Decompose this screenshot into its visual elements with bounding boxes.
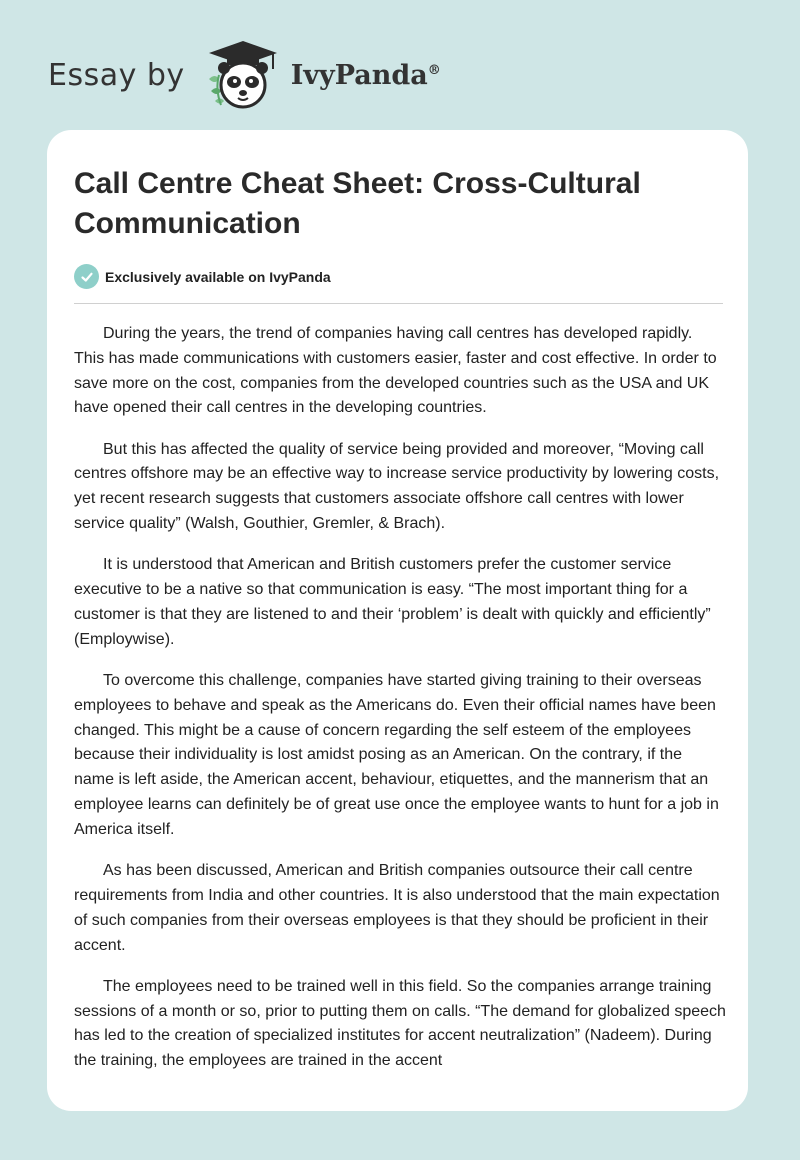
ivypanda-logo-icon bbox=[203, 35, 283, 115]
essay-body bbox=[74, 322, 726, 1091]
brand-name bbox=[291, 60, 441, 91]
paragraph: As has been discussed, American and British companies outsource their call centre requirements from India and other countries. It is also understood that the main expectation of such companies from their overseas employees is that they should be proficient in their accent. bbox=[74, 862, 720, 954]
site-header bbox=[48, 30, 441, 120]
paragraph: The employees need to be trained well in this field. So the companies arrange training sessions of a month or so, prior to putting them on calls. “The demand for globalized speech has led to the creation of specialized institutes for accent neutralization” (Nadeem). During the training, the employees are trained in the accent bbox=[74, 977, 726, 1070]
page-title: Call Centre Cheat Sheet: Cross-Cultural Communication bbox=[74, 167, 641, 240]
paragraph: But this has affected the quality of service being provided and moreover, “Moving call centres offshore may be an effective way to increase service productivity by lowering costs, yet recent research suggests that customers associate offshore call centres with lower service quality” (Walsh, Gouthier, Gremler, & Brach). bbox=[74, 440, 720, 533]
paragraph: It is understood that American and British customers prefer the customer service executive to be a native so that communication is easy. “The most important thing for a customer is that they are listened to and their ‘problem’ is dealt with quickly and efficiently” (Employwise). bbox=[74, 556, 711, 648]
exclusive-badge bbox=[74, 264, 331, 289]
registered-mark: ® bbox=[427, 62, 441, 78]
badge-label: Exclusively available on IvyPanda bbox=[105, 268, 331, 285]
paragraph: To overcome this challenge, companies have started giving training to their overseas employees to behave and speak as the Americans do. Even their official names have been changed. This might be a cause of concern regarding the self esteem of the employees because their individuality is lost amidst posing as an American. On the contrary, if the name is left aside, the American accent, behaviour, etiquettes, and the mannerism that an employee learns can definitely be of great use once the employee wants to hunt for a job in America itself. bbox=[74, 672, 719, 838]
paragraph: During the years, the trend of companies having call centres has developed rapidly. This has made communications with customers easier, faster and cost effective. In order to save more on the cost, companies from the developed countries such as the USA and UK have opened their call centres in the developing countries. bbox=[74, 325, 717, 417]
brand-text: IvyPanda bbox=[290, 59, 428, 91]
essay-by-label: Essay by bbox=[48, 57, 185, 93]
check-circle-icon bbox=[74, 264, 99, 289]
essay-card bbox=[47, 130, 748, 1111]
divider bbox=[74, 303, 723, 304]
